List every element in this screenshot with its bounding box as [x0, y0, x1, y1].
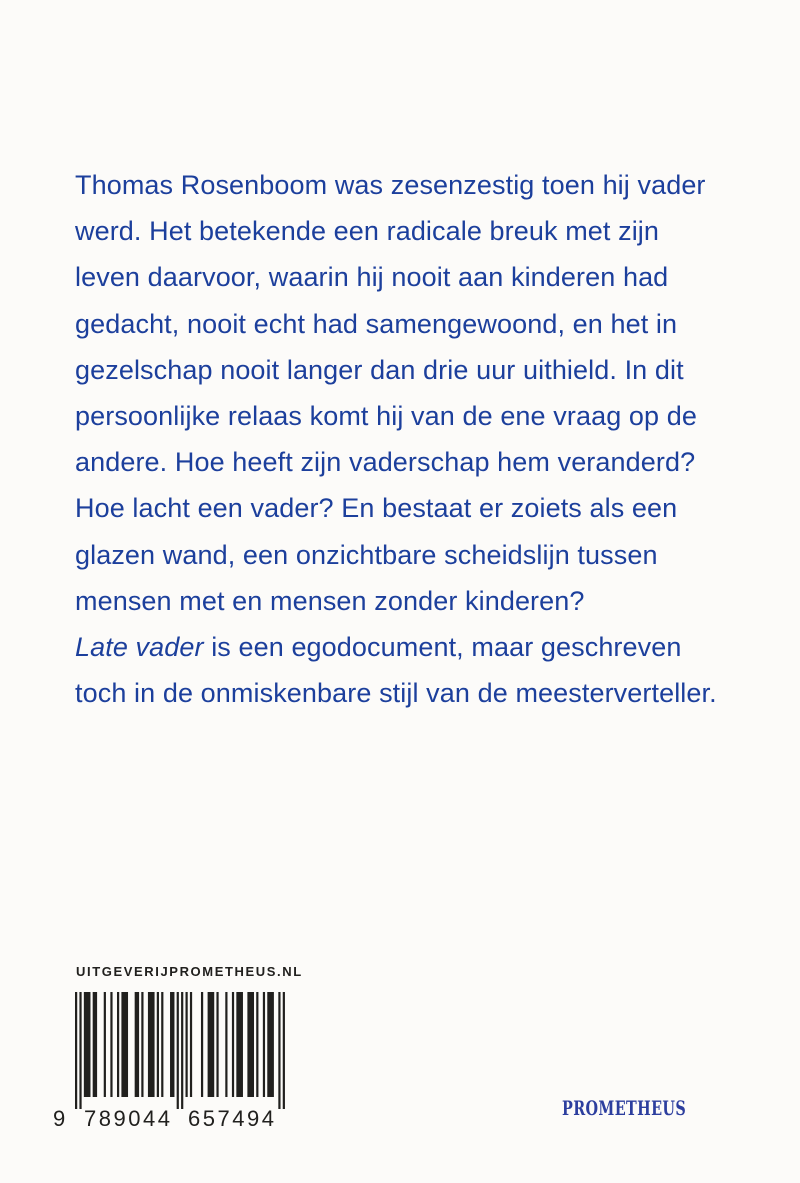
- blurb-line: Late vader is een egodocument, maar geschreven: [75, 632, 682, 663]
- blurb-line: gedacht, nooit echt had samengewoond, en het in: [75, 308, 678, 339]
- isbn-barcode-graphic: [51, 992, 291, 1132]
- blurb-line: mensen met en mensen zonder kinderen?: [75, 585, 585, 616]
- svg-text:9: 9: [53, 1106, 66, 1131]
- isbn-barcode: [51, 992, 291, 1132]
- publisher-url-text: UITGEVERIJPROMETHEUS.NL: [76, 964, 303, 979]
- blurb-line: leven daarvoor, waarin hij nooit aan kinderen had: [75, 262, 669, 293]
- blurb-text: [75, 162, 755, 716]
- blurb-line: Thomas Rosenboom was zesenzestig toen hij vader: [75, 170, 706, 200]
- blurb-line: Hoe lacht een vader? En bestaat er zoiets als een: [75, 493, 678, 524]
- blurb-line: andere. Hoe heeft zijn vaderschap hem veranderd?: [75, 447, 696, 478]
- svg-text:657494: 657494: [188, 1106, 274, 1131]
- blurb-line: persoonlijke relaas komt hij van de ene vraag op de: [75, 401, 697, 432]
- prometheus-logo: PROMETHEUS: [562, 1096, 687, 1120]
- blurb-line: toch in de onmiskenbare stijl van de meesterverteller.: [75, 678, 717, 709]
- blurb-line: gezelschap nooit langer dan drie uur uithield. In dit: [75, 354, 684, 385]
- blurb-line: glazen wand, een onzichtbare scheidslijn tussen: [75, 539, 658, 570]
- svg-text:789044: 789044: [84, 1106, 170, 1131]
- blurb-line: werd. Het betekende een radicale breuk met zijn: [75, 216, 660, 247]
